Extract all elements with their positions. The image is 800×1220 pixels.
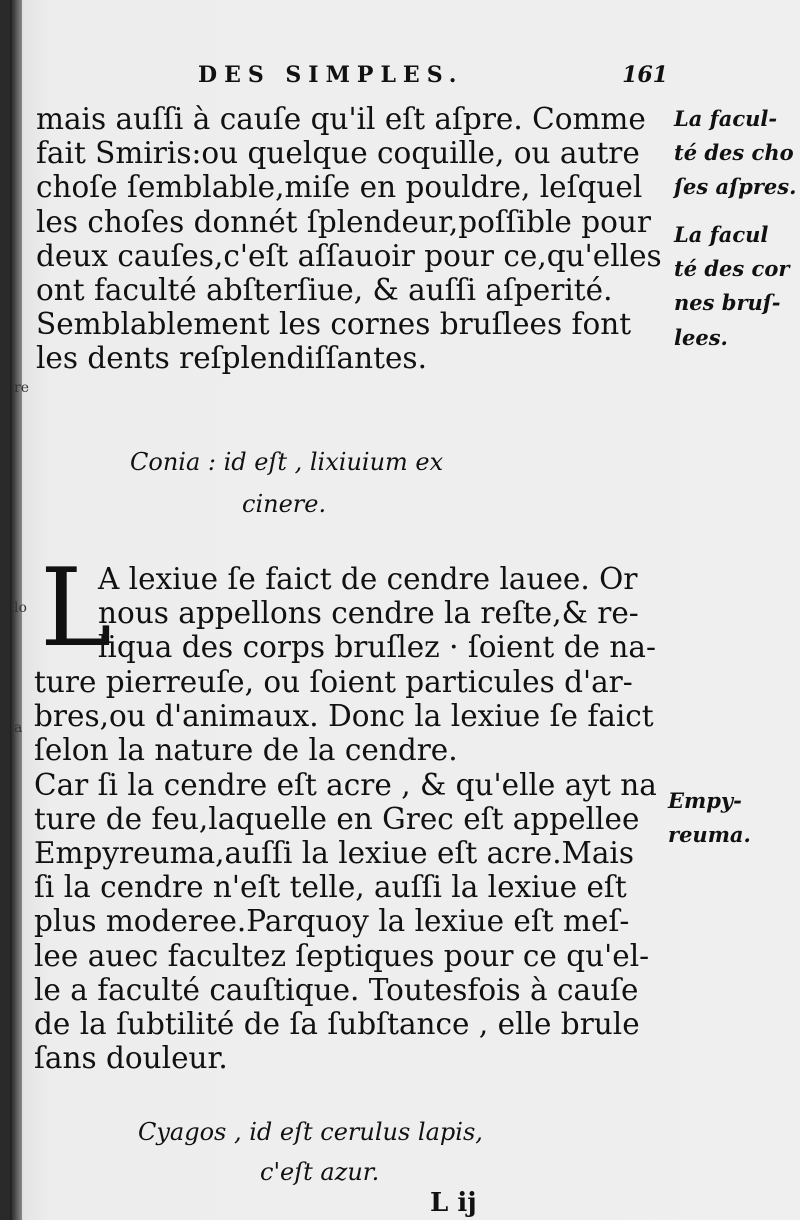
margin-line: lees.	[674, 324, 728, 350]
margin-line: La facul-	[674, 106, 778, 131]
signature-mark: L ij	[430, 1188, 477, 1218]
text-line: ont faculté abſterſiue, & auſſi aſperité.	[36, 273, 613, 308]
text-line: mais auſſi à cauſe qu'il eſt aſpre. Comme	[36, 102, 646, 136]
margin-line: La facul	[674, 222, 769, 247]
page-number: 161	[622, 62, 668, 88]
text-line: deux cauſes,c'eſt aſſauoir pour ce,qu'elles	[36, 238, 662, 273]
bleed-mark: a	[14, 720, 23, 736]
text-line: lee auec facultez ſeptiques pour ce qu'el-	[34, 938, 650, 973]
drop-cap: L	[40, 546, 112, 671]
paragraph-2-indented	[98, 562, 656, 665]
text-line: bres,ou d'animaux. Donc la lexiue ſe faict	[34, 699, 654, 734]
text-line: A lexiue ſe faict de cendre lauee. Or	[98, 562, 638, 596]
text-line: liqua des corps bruſlez · ſoient de na-	[98, 630, 656, 665]
section-heading-2: Cyagos , id eſt cerulus lapis,	[138, 1118, 483, 1146]
margin-line: té des cor	[674, 256, 790, 282]
text-line: fait Smiris:ou quelque coquille, ou autre	[36, 136, 640, 171]
margin-line: Empy-	[668, 788, 742, 813]
bleed-mark: lo	[14, 600, 27, 616]
text-line: le a faculté cauſtique. Toutesfois à cauſe	[34, 972, 639, 1007]
text-line: ſi la cendre n'eſt telle, auſſi la lexiue eſt	[34, 870, 627, 905]
margin-note-1	[674, 102, 796, 205]
book-page	[10, 0, 800, 1220]
margin-line: ſes aſpres.	[674, 174, 797, 200]
text-line: ſelon la nature de la cendre.	[34, 733, 458, 768]
margin-note-3	[668, 784, 751, 852]
text-line: ture pierreuſe, ou ſoient particules d'ar-	[34, 665, 633, 699]
section-heading-1: Conia : id eſt , lixiuium ex	[130, 448, 444, 476]
section-heading-1-cont: cinere.	[242, 490, 327, 518]
margin-line: nes bruſ-	[674, 290, 781, 316]
margin-note-2	[674, 218, 789, 355]
text-line: plus moderee.Parquoy la lexiue eſt meſ-	[34, 904, 630, 939]
margin-line: té des cho	[674, 140, 794, 166]
text-line: les dents reſplendiſſantes.	[36, 341, 427, 376]
margin-line: reuma.	[668, 822, 751, 848]
text-line: choſe ſemblable,miſe en pouldre, leſquel	[36, 170, 643, 205]
text-line: Semblablement les cornes bruſlees font	[36, 307, 632, 342]
text-line: nous appellons cendre la reſte,& re-	[98, 596, 639, 631]
text-line: Car ſi la cendre eſt acre , & qu'elle ayt na	[34, 767, 657, 802]
text-line: Empyreuma,auſſi la lexiue eſt acre.Mais	[34, 836, 635, 871]
bleed-mark: re	[14, 380, 29, 396]
text-line: ſans douleur.	[34, 1041, 228, 1076]
paragraph-2	[34, 665, 657, 1075]
text-line: de la ſubtilité de ſa ſubſtance , elle brule	[34, 1007, 640, 1042]
text-line: les choſes donnét ſplendeur,poſſible pour	[36, 204, 652, 239]
section-heading-2-cont: c'eſt azur.	[260, 1158, 380, 1186]
paragraph-1	[36, 102, 662, 376]
running-title: DES SIMPLES.	[198, 62, 464, 88]
running-header	[198, 62, 668, 88]
text-line: ture de feu,laquelle en Grec eſt appellee	[34, 801, 640, 836]
